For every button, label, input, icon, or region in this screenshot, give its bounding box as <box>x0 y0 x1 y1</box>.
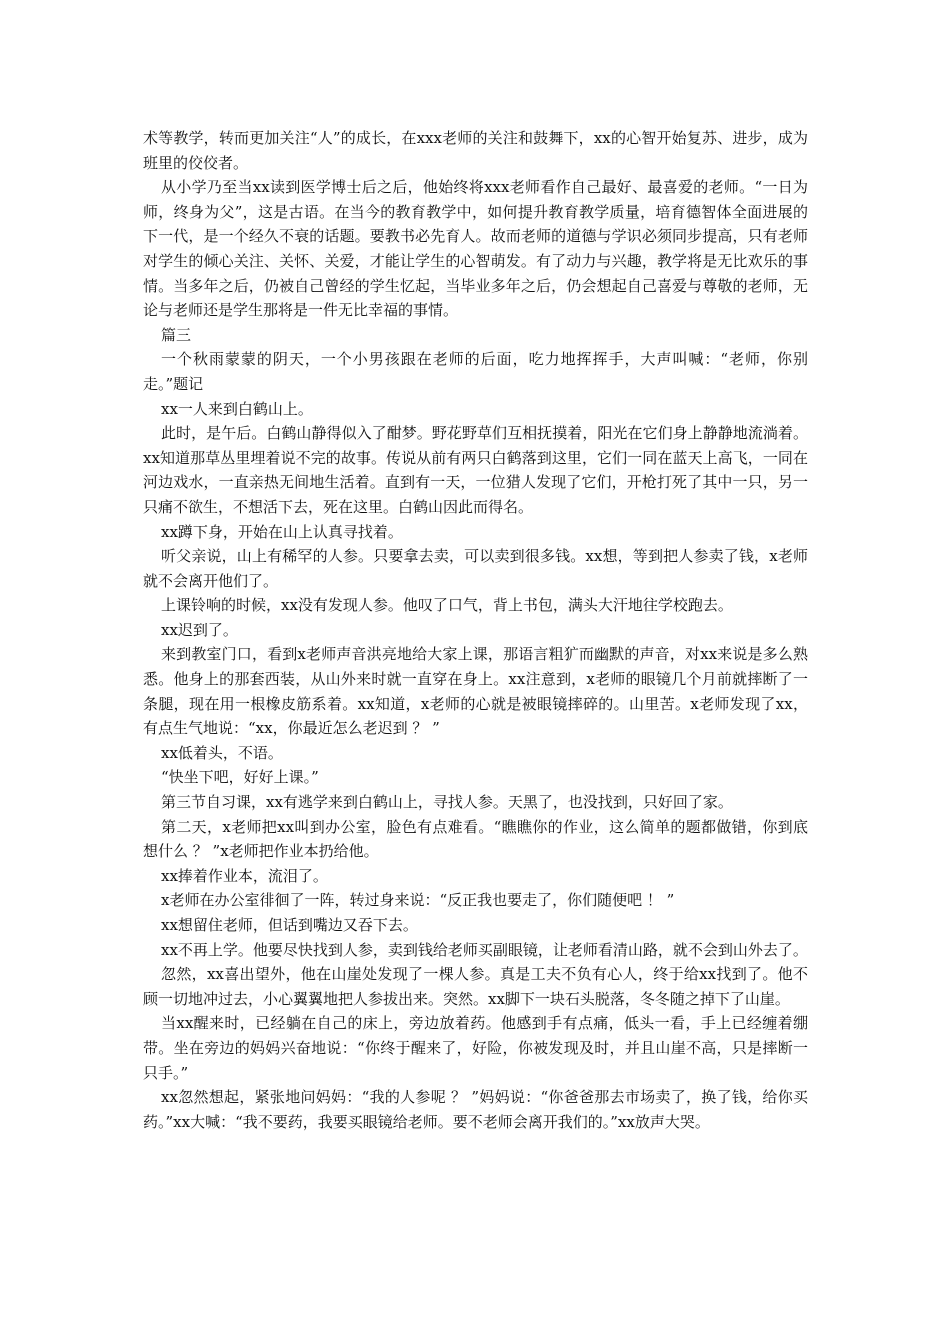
paragraph: xx一人来到白鹤山上。 <box>161 399 313 418</box>
paragraph: 从小学乃至当xx读到医学博士后之后，他始终将xxx老师看作自己最好、最喜爱的老师。“一日为师，终身为父”，这是古语。在当今的教育教学中，如何提升教育教学质量，培育德智体全面进展的下一代，是一个经久不衰的话题。要教书必先育人。故而老师的道德与学识必须同步提高，只有老师对学生的倾心关注、关怀、关爱，才能让学生的心智萌发。有了动力与兴趣，教学将是无比欢乐的事情。当多年之后，仍被自己曾经的学生忆起，当毕业多年之后，仍会想起自己喜爱与尊敬的老师，无论与老师还是学生那将是一件无比幸福的事情。 <box>143 178 808 320</box>
document-body <box>143 126 808 1134</box>
paragraph: xx低着头，不语。 <box>161 743 283 762</box>
paragraph: 第三节自习课，xx有逃学来到白鹤山上，寻找人参。天黑了，也没找到，只好回了家。 <box>161 793 733 812</box>
paragraph: 听父亲说，山上有稀罕的人参。只要拿去卖，可以卖到很多钱。xx想，等到把人参卖了钱，x老师就不会离开他们了。 <box>143 547 808 590</box>
paragraph: 术等教学，转而更加关注“人”的成长，在xxx老师的关注和鼓舞下，xx的心智开始复苏、进步，成为班里的佼佼者。 <box>143 129 808 172</box>
section-heading: 篇三 <box>161 325 192 344</box>
paragraph: xx不再上学。他要尽快找到人参，卖到钱给老师买副眼镜，让老师看清山路，就不会到山外去了。 <box>161 940 808 959</box>
paragraph: 忽然，xx喜出望外，他在山崖处发现了一棵人参。真是工夫不负有心人，终于给xx找到了。他不顾一切地冲过去，小心翼翼地把人参拔出来。突然。xx脚下一块石头脱落，冬冬随之掉下了山崖。 <box>143 965 808 1008</box>
paragraph: xx蹲下身，开始在山上认真寻找着。 <box>161 522 403 541</box>
paragraph: xx捧着作业本，流泪了。 <box>161 866 328 885</box>
paragraph: 一个秋雨蒙蒙的阴天，一个小男孩跟在老师的后面，吃力地挥挥手，大声叫喊：“老师，你别走。”题记 <box>143 350 808 393</box>
paragraph: xx忽然想起，紧张地问妈妈：“我的人参呢 ？ ”妈妈说：“你爸爸那去市场卖了，换了钱，给你买药。”xx大喊：“我不要药，我要买眼镜给老师。要不老师会离开我们的。”xx放声大哭。 <box>143 1088 808 1131</box>
paragraph: 当xx醒来时，已经躺在自己的床上，旁边放着药。他感到手有点痛，低头一看，手上已经缠着绷带。坐在旁边的妈妈兴奋地说：“你终于醒来了，好险，你被发现及时，并且山崖不高，只是摔断一只手。” <box>143 1014 808 1082</box>
paragraph: 上课铃响的时候，xx没有发现人参。他叹了口气，背上书包，满头大汗地往学校跑去。 <box>161 596 733 615</box>
paragraph: x老师在办公室徘徊了一阵，转过身来说：“反正我也要走了，你们随便吧 ！ ” <box>161 891 675 910</box>
paragraph: xx想留住老师，但话到嘴边又吞下去。 <box>161 916 418 934</box>
paragraph: 来到教室门口，看到x老师声音洪亮地给大家上课，那语言粗犷而幽默的声音，对xx来说是多么熟悉。他身上的那套西装，从山外来时就一直穿在身上。xx注意到，x老师的眼镜几个月前就摔断了一条腿，现在用一根橡皮筋系着。xx知道，x老师的心就是被眼镜摔碎的。山里苦。x老师发现了xx，有点生气地说：“xx，你最近怎么老迟到 ？ ” <box>143 645 808 738</box>
paragraph: 此时，是午后。白鹤山静得似入了酣梦。野花野草们互相抚摸着，阳光在它们身上静静地流淌着。xx知道那草丛里埋着说不完的故事。传说从前有两只白鹤落到这里，它们一同在蓝天上高飞，一同在河边戏水，一直亲热无间地生活着。直到有一天，一位猎人发现了它们，开枪打死了其中一只，另一只痛不欲生，不想活下去，死在这里。白鹤山因此而得名。 <box>143 424 808 516</box>
paragraph: xx迟到了。 <box>161 620 238 639</box>
paragraph: 第二天，x老师把xx叫到办公室，脸色有点难看。“瞧瞧你的作业，这么简单的题都做错，你到底想什么 ？ ”x老师把作业本扔给他。 <box>143 817 808 861</box>
paragraph: “快坐下吧，好好上课。” <box>161 768 319 787</box>
